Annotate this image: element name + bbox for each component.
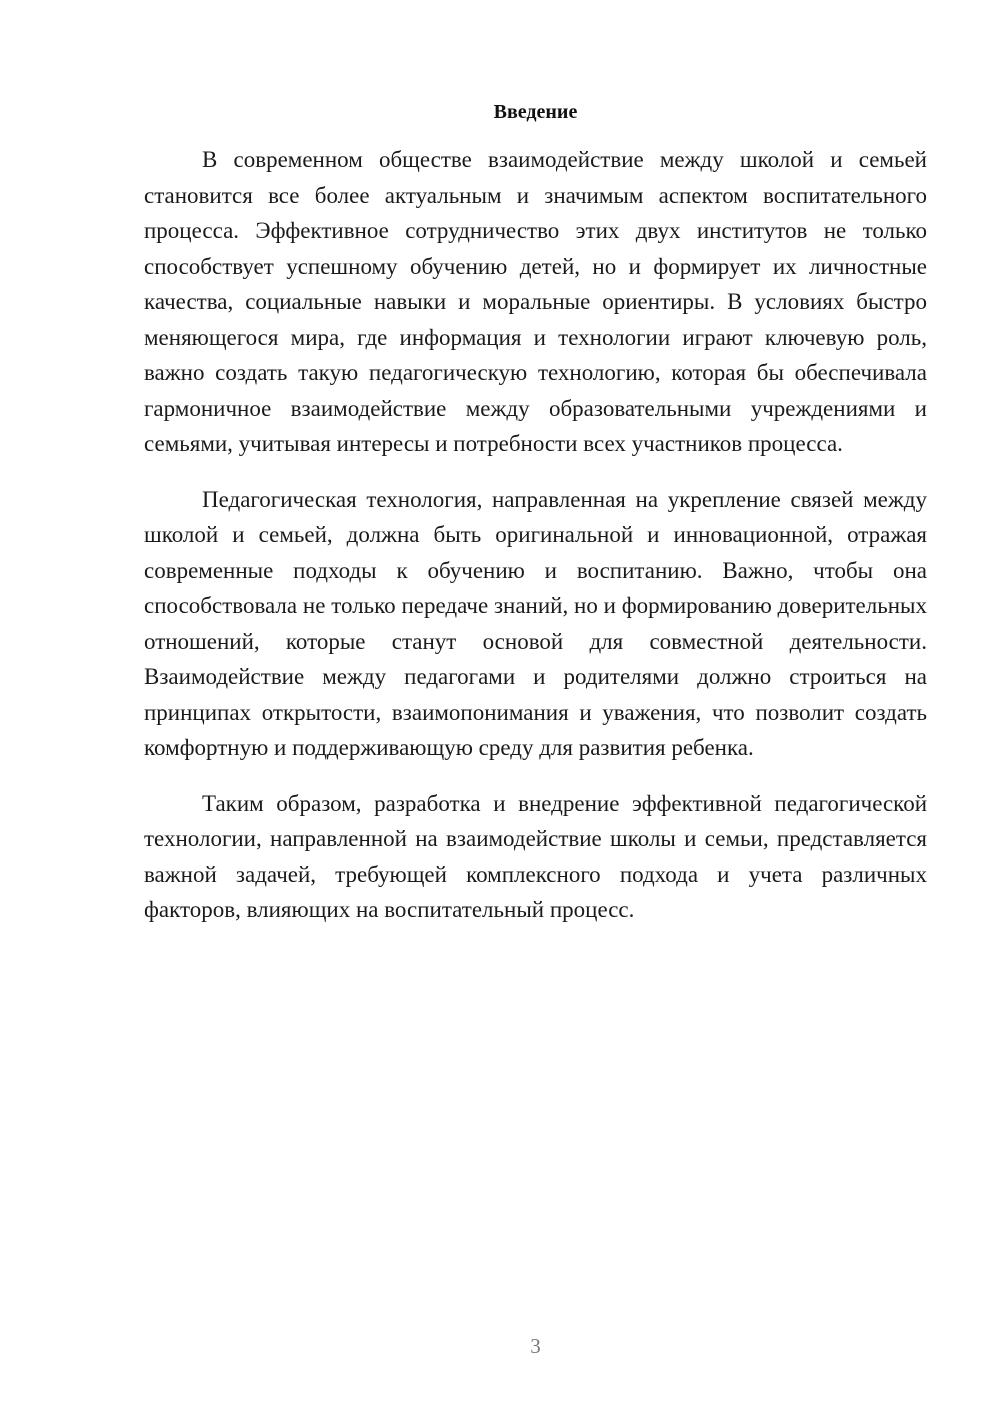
paragraph-1: В современном обществе взаимодействие между школой и семьей становится все более актуальным и значимым аспектом воспитательного процесса. Эффективное сотрудничество этих двух институтов не только способствует успешному обучению детей, но и формирует их личностные качества, социальные навыки и моральные ориентиры. В условиях быстро меняющегося мира, где информация и технологии играют ключевую роль, важно создать такую педагогическую технологию, которая бы обеспечивала гармоничное взаимодействие между образовательными учреждениями и семьями, учитывая интересы и потребности всех участников процесса. (144, 147, 927, 456)
paragraph-3: Таким образом, разработка и внедрение эффективной педагогической технологии, направленной на взаимодействие школы и семьи, представляется важной задачей, требующей комплексного подхода и учета различных факторов, влияющих на воспитательный процесс. (144, 790, 927, 922)
section-heading: Введение (493, 101, 578, 123)
page-number: 3 (530, 1334, 541, 1358)
body-text (144, 142, 927, 948)
paragraph-2: Педагогическая технология, направленная на укрепление связей между школой и семьей, должна быть оригинальной и инновационной, отражая современные подходы к обучению и воспитанию. Важно, чтобы она способствовала не только передаче знаний, но и формированию доверительных отношений, которые станут основой для совместной деятельности. Взаимодействие между педагогами и родителями должно строиться на принципах открытости, взаимопонимания и уважения, что позволит создать комфортную и поддерживающую среду для развития ребенка. (144, 486, 927, 760)
